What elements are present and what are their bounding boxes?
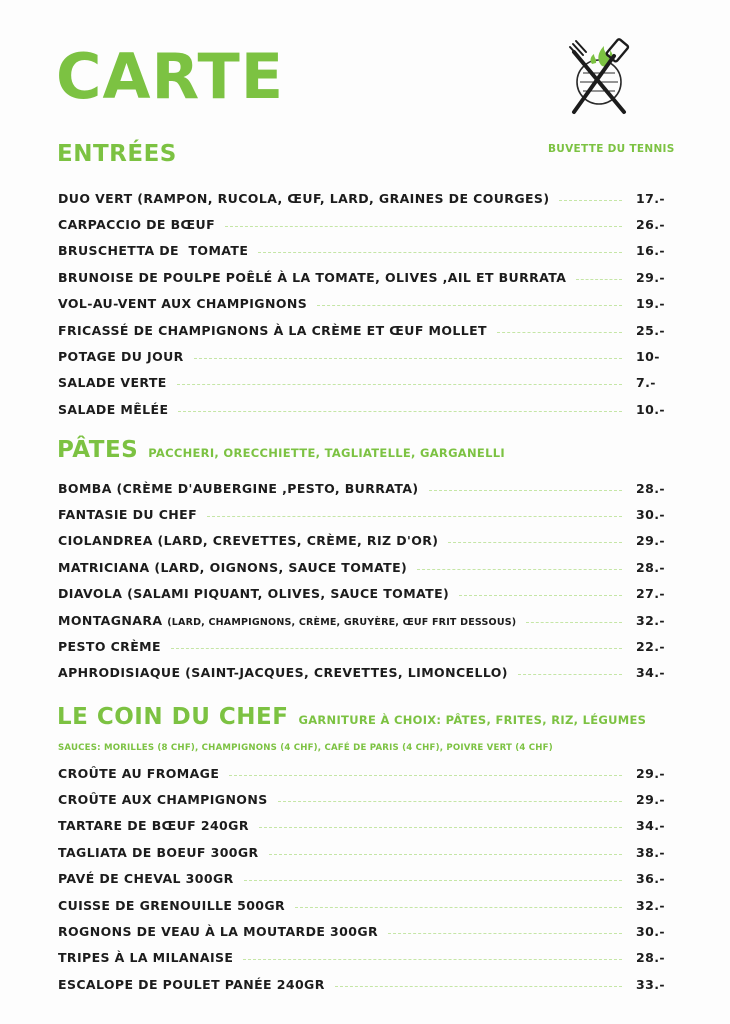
item-name: ROGNONS DE VEAU À LA MOUTARDE 300GR xyxy=(58,924,379,940)
item-price: 33.- xyxy=(636,976,665,992)
item-name: PESTO CRÈME xyxy=(58,639,161,655)
item-price: 10.- xyxy=(636,401,665,417)
item-price: 16.- xyxy=(636,243,665,259)
item-name: CARPACCIO DE BŒUF xyxy=(58,217,216,233)
item-name: BRUNOISE DE POULPE POÊLÉ À LA TOMATE, OLIVES ,AIL ET BURRATA xyxy=(58,269,567,285)
item-name: DUO VERT (RAMPON, RUCOLA, ŒUF, LARD, GRAINES DE COURGES) xyxy=(58,190,550,206)
dot-leader xyxy=(295,907,622,908)
item-name: DIAVOLA (SALAMI PIQUANT, OLIVES, SAUCE TOMATE) xyxy=(58,586,450,602)
item-price: 30.- xyxy=(636,924,665,940)
entrees-list xyxy=(58,185,664,423)
item-name: BOMBA (CRÈME D'AUBERGINE ,PESTO, BURRATA) xyxy=(58,480,419,496)
dot-leader xyxy=(243,959,622,960)
menu-item xyxy=(58,786,664,812)
menu-item xyxy=(58,945,664,971)
item-name: FRICASSÉ DE CHAMPIGNONS À LA CRÈME ET ŒUF MOLLET xyxy=(58,322,487,338)
item-price: 28.- xyxy=(636,480,665,496)
menu-item xyxy=(58,528,664,554)
chef-title: LE COIN DU CHEF xyxy=(57,704,289,730)
item-name: TARTARE DE BŒUF 240GR xyxy=(58,818,249,834)
item-name: TAGLIATA DE BOEUF 300GR xyxy=(58,844,259,860)
menu-item xyxy=(58,760,664,786)
menu-item xyxy=(58,343,664,369)
menu-item xyxy=(58,660,664,686)
dot-leader xyxy=(576,279,622,280)
menu-item xyxy=(58,291,664,317)
entrees-title: ENTRÉES xyxy=(57,141,177,167)
dot-leader xyxy=(244,880,622,881)
item-name: APHRODISIAQUE (SAINT-JACQUES, CREVETTES, LIMONCELLO) xyxy=(58,665,508,681)
dot-leader xyxy=(417,569,622,570)
menu-item xyxy=(58,554,664,580)
item-name: SALADE VERTE xyxy=(58,375,167,391)
menu-item xyxy=(58,633,664,659)
menu-item xyxy=(58,971,664,997)
item-price: 22.- xyxy=(636,639,665,655)
menu-item xyxy=(58,185,664,211)
menu-item xyxy=(58,892,664,918)
menu-item xyxy=(58,607,664,633)
item-price: 32.- xyxy=(636,897,665,913)
dot-leader xyxy=(207,516,622,517)
item-price: 17.- xyxy=(636,190,665,206)
dot-leader xyxy=(259,827,622,828)
item-price: 34.- xyxy=(636,665,665,681)
item-price: 25.- xyxy=(636,322,665,338)
menu-item xyxy=(58,813,664,839)
item-price: 32.- xyxy=(636,612,665,628)
item-name: CUISSE DE GRENOUILLE 500GR xyxy=(58,897,286,913)
menu-item xyxy=(58,501,664,527)
item-price: 29.- xyxy=(636,765,665,781)
item-title: MONTAGNARA xyxy=(58,612,163,628)
pates-list xyxy=(58,475,664,686)
dot-leader xyxy=(335,986,622,987)
dot-leader xyxy=(225,226,622,227)
chef-header xyxy=(57,704,646,730)
item-name: CIOLANDREA (LARD, CREVETTES, CRÈME, RIZ D'OR) xyxy=(58,533,439,549)
dot-leader xyxy=(518,674,622,675)
item-price: 36.- xyxy=(636,871,665,887)
item-name: ESCALOPE DE POULET PANÉE 240GR xyxy=(58,976,325,992)
sauces-note: SAUCES: MORILLES (8 CHF), CHAMPIGNONS (4 CHF), CAFÉ DE PARIS (4 CHF), POIVRE VERT (4 CHF) xyxy=(58,743,553,753)
dot-leader xyxy=(258,252,622,253)
item-name: VOL-AU-VENT AUX CHAMPIGNONS xyxy=(58,296,308,312)
item-price: 29.- xyxy=(636,269,665,285)
restaurant-name: BUVETTE DU TENNIS xyxy=(548,143,675,155)
chef-subtitle: GARNITURE À CHOIX: PÂTES, FRITES, RIZ, LÉGUMES xyxy=(298,713,647,727)
dot-leader xyxy=(429,490,622,491)
menu-item xyxy=(58,317,664,343)
dot-leader xyxy=(171,648,622,649)
item-name: SALADE MÊLÉE xyxy=(58,401,169,417)
menu-item xyxy=(58,475,664,501)
dot-leader xyxy=(459,595,622,596)
dot-leader xyxy=(194,358,622,359)
pates-title: PÂTES xyxy=(57,437,139,463)
dot-leader xyxy=(177,384,622,385)
dot-leader xyxy=(317,305,622,306)
item-price: 27.- xyxy=(636,586,665,602)
item-name: TRIPES À LA MILANAISE xyxy=(58,950,234,966)
item-detail: (LARD, CHAMPIGNONS, CRÈME, GRUYÈRE, ŒUF FRIT DESSOUS) xyxy=(167,616,517,628)
item-price: 29.- xyxy=(636,792,665,808)
item-name xyxy=(58,613,516,628)
item-price: 28.- xyxy=(636,950,665,966)
item-name: CROÛTE AUX CHAMPIGNONS xyxy=(58,792,268,808)
item-price: 29.- xyxy=(636,533,665,549)
item-price: 7.- xyxy=(636,375,656,391)
item-name: MATRICIANA (LARD, OIGNONS, SAUCE TOMATE) xyxy=(58,559,408,575)
pates-header xyxy=(57,437,505,463)
dot-leader xyxy=(559,200,622,201)
pates-subtitle: PACCHERI, ORECCHIETTE, TAGLIATELLE, GARGANELLI xyxy=(148,446,505,460)
dot-leader xyxy=(526,622,622,623)
menu-item xyxy=(58,238,664,264)
page-title: CARTE xyxy=(56,40,285,113)
item-price: 26.- xyxy=(636,217,665,233)
menu-item xyxy=(58,866,664,892)
item-name: BRUSCHETTA DE TOMATE xyxy=(58,243,249,259)
item-name: PAVÉ DE CHEVAL 300GR xyxy=(58,871,234,887)
item-name: FANTASIE DU CHEF xyxy=(58,507,198,523)
menu-item xyxy=(58,839,664,865)
item-price: 28.- xyxy=(636,559,665,575)
entrees-header xyxy=(57,141,177,167)
item-name: POTAGE DU JOUR xyxy=(58,349,184,365)
dot-leader xyxy=(178,411,622,412)
menu-item xyxy=(58,264,664,290)
item-price: 34.- xyxy=(636,818,665,834)
menu-item xyxy=(58,211,664,237)
item-price: 10- xyxy=(636,349,660,365)
menu-item xyxy=(58,918,664,944)
chef-list xyxy=(58,760,664,998)
dot-leader xyxy=(278,801,622,802)
dot-leader xyxy=(497,332,622,333)
item-price: 30.- xyxy=(636,507,665,523)
dot-leader xyxy=(269,854,622,855)
menu-item xyxy=(58,581,664,607)
menu-item xyxy=(58,396,664,422)
dot-leader xyxy=(388,933,622,934)
grill-logo-icon xyxy=(566,38,632,120)
dot-leader xyxy=(229,775,622,776)
item-price: 19.- xyxy=(636,296,665,312)
item-name: CROÛTE AU FROMAGE xyxy=(58,765,220,781)
menu-item xyxy=(58,370,664,396)
item-price: 38.- xyxy=(636,844,665,860)
dot-leader xyxy=(448,542,622,543)
